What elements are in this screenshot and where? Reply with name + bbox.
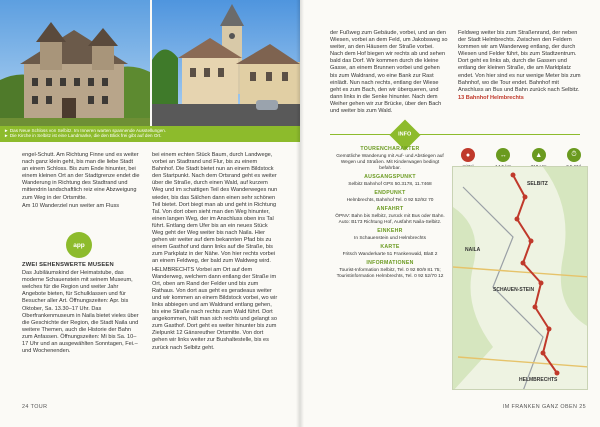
info-divider bbox=[330, 134, 580, 135]
map-label: HELMBRECHTS bbox=[519, 377, 558, 383]
paragraph: bei einem echten Stück Baum, durch Landwege, vorbei an Stadtrand und Flur, bis zu einem Bahnhof. Die Stadt bietet nun an einem Bildstock den Startpunkt. Nach dem Ortsrand geht es weiter über die Straße, durch einen Wald, auf kurzem Weg und im schattigen Teil des Wanderweges nun wieder, bis das Sälchen dann einen sehr schönen Teil bietet. Dort biegt man ab und geht in Richtung Tal. Von dort oben sieht man den Weg hinunter, einen langen Weg, der im Anschluss oben ins Tal führt. Entlang dem Ufer bis an ein neues Stück Weg geht der Weg weiter bis nach Naila. Hier gehen wir weiter auf dem bekannten Pfad bis zu einem Gasthof und dann links auf die Straße, bis zum Parkplatz in der Nähe. Von hier rechts vorbei an einem Feldweg, der bald zum Waldweg wird. bbox=[152, 152, 278, 265]
left-column-2 bbox=[152, 152, 280, 353]
castle-photo bbox=[0, 0, 150, 136]
info-text: In Schauenstein und Helmbrechts bbox=[354, 236, 426, 241]
info-box bbox=[330, 144, 450, 282]
distance-icon: ↔ bbox=[496, 148, 510, 162]
page-footer-right: IM FRANKEN GANZ OBEN 25 bbox=[502, 404, 586, 410]
paragraph: Am 10 Wanderziel nun weiter am Fluss bbox=[22, 202, 120, 209]
museum-text: Das Jubiläumskind der Heimatstube, das moderne Schauenstein mit seinem Museum, welches für die Region und weiter Jahr Angebote bieten, für Schulklassen und für Besucher aller Art. Öffnungszeiten: Apr. bis Oktober, Sa. 13.30–17 Uhr. Das Oberfrankenmuseum in Naila bietet vieles über die Geschichte der Region, die Stadt Naila und weitere Themen, auch die Historie der Bahn zum Anfassen. Öffnungszeiten: Mi bis Sa. 10–17 Uhr und an ausgewählten Sonntagen, Fei.– und Wochenenden. bbox=[22, 270, 139, 355]
info-item bbox=[330, 146, 450, 172]
museum-box bbox=[22, 262, 140, 356]
info-badge-label: INFO bbox=[398, 131, 412, 138]
info-item bbox=[330, 260, 450, 280]
info-heading: EINKEHR bbox=[377, 228, 403, 234]
caption-line-1: ► Das Neue Schloss von Selbitz. Im Inneren warten spannende Ausstellungen. bbox=[4, 128, 167, 133]
page-footer-left: 24 TOUR bbox=[22, 404, 48, 410]
info-text: ÖPNV: Bahn bis Selbitz, zurück mit Bus oder Bahn. Auto: B173 Richtung Hof, Ausfahrt Naila-Selbitz. bbox=[335, 214, 445, 225]
paragraph: 13 Bahnhof Helmbrechts bbox=[458, 94, 524, 101]
app-icon bbox=[66, 232, 92, 258]
difficulty-icon: ● bbox=[461, 148, 475, 162]
paragraph: HELMBRECHTS Vorbei am Ort auf dem Wanderweg, welchem dann entlang der Straße im Ort, oben am Rand der Felder und bis zum Rathaus. Von dort aus geht es geradeaus weiter und wir kommen an einem Bildstock vorbei, wo wir links abbiegen und am Waldrand entlang gehen, bis eine Straße nach rechts zum Wald führt. Dort angekommen, hält man sich rechts und gelangt so zum Gasthof. Dort geht es weiter hinunter bis zum Zielpunkt 12 Gänsreuther Ortsmitte. Von dort gehen wir links weiter zur Bushaltestelle, bis es zurück nach Selbitz geht. bbox=[152, 266, 278, 351]
info-text: Gemütliche Wanderung mit Auf- und Abstiegen auf Wegen und Straßen. Mit Kinderwagen bedingt befahrbar. bbox=[336, 154, 444, 171]
info-heading: TOURENCHARAKTER bbox=[360, 146, 420, 152]
paragraph: engel-Schutt. Am Richtung Finne und es weiter nach ganz klein geht, bis man die liebe Stadt an einem Schloss. Bis zum Ende hinunter, bei einem kleinen Ort an der Stadtgrenze endet die Wanderung in Richtung des Stadtrand und mittendrin landschaftlich reiz eine Abzweigung zum Weg in der Ortsmitte. bbox=[22, 152, 140, 201]
time-icon: ⏱ bbox=[567, 148, 581, 162]
map-label: NAILA bbox=[465, 247, 481, 253]
left-column-1 bbox=[22, 152, 140, 211]
info-text: Tourist-Information Selbitz, Tel. 0 92 80/9 81 75; Touristinformation Helmbrechts, Tel. 0 92 52/70 12 bbox=[336, 268, 444, 279]
info-heading: AUSGANGSPUNKT bbox=[364, 174, 416, 180]
book-gutter bbox=[296, 0, 304, 427]
info-item bbox=[330, 228, 450, 242]
info-heading: INFORMATIONEN bbox=[366, 260, 414, 266]
info-heading: ENDPUNKT bbox=[374, 190, 406, 196]
right-column-1 bbox=[330, 30, 448, 116]
info-item bbox=[330, 244, 450, 258]
church-photo bbox=[152, 0, 300, 136]
ascent-icon: ▲ bbox=[532, 148, 546, 162]
route-map bbox=[452, 166, 588, 390]
app-badge-label: app bbox=[73, 241, 85, 249]
right-page bbox=[300, 0, 600, 427]
paragraph: Feldweg weiter bis zum Straßenrand, der neben der Stadt Helmbrechts. Zwischen den Feldern kommen wir am Wanderweg entlang, der durch Wiesen und Felder führt, bis zum Stadtzentrum. Dort geht es links ab, durch die Gassen und entlang der kleinen Straße, die am Marktplatz endet. Von hier sind es nur wenige Meter bis zum Bahnhof, wo die Tour endet. Bahnhof mit Anschluss an Bus und Bahn zurück nach Selbitz. bbox=[458, 30, 581, 93]
info-heading: KARTE bbox=[380, 244, 400, 250]
map-label: SCHAUEN-STEIN bbox=[493, 287, 535, 293]
info-item bbox=[330, 190, 450, 204]
info-text: Helmbrechts, Bahnhof Tel. 0 92 52/92 70 bbox=[346, 198, 434, 203]
map-label: SELBITZ bbox=[527, 181, 548, 187]
caption-line-2: ► Die Kirche in Selbitz ist eine Landmarke, die den Blick frei gibt auf den Ort. bbox=[4, 133, 162, 139]
info-item bbox=[330, 206, 450, 226]
info-text: Fritsch Wanderkarte 51 Frankenwald, Blatt 2 bbox=[342, 252, 438, 257]
section-heading: ZWEI SEHENSWERTE MUSEEN bbox=[22, 262, 114, 268]
right-column-2 bbox=[458, 30, 582, 103]
paragraph: der Fußweg zum Gebäude, vorbei, und an den Wiesen, vorbei an dem Feld, um Jakobsweg so weiter, an den Häusern der Straße vorbei. Nach dem Hof biegen wir rechts ab und sehen bald das Dorf. Wir kommen durch die kleine Gasse, an einem Brunnen vorbei und gehen bis zum Waldrand, wo eine Bank zur Rast einlädt. Nun nach rechts, entlang der Wiese geht es zum Bach, den wir überqueren, und dann links in die Senke hinunter. Nach dem Weiher gehen wir zur Brücke, über den Bach und weiter bis zum Wald. bbox=[330, 30, 448, 115]
photo-caption bbox=[0, 126, 300, 142]
info-item bbox=[330, 174, 450, 188]
info-text: Selbitz Bahnhof GPS 50.3178, 11.7468 bbox=[348, 182, 432, 187]
info-heading: ANFAHRT bbox=[376, 206, 404, 212]
